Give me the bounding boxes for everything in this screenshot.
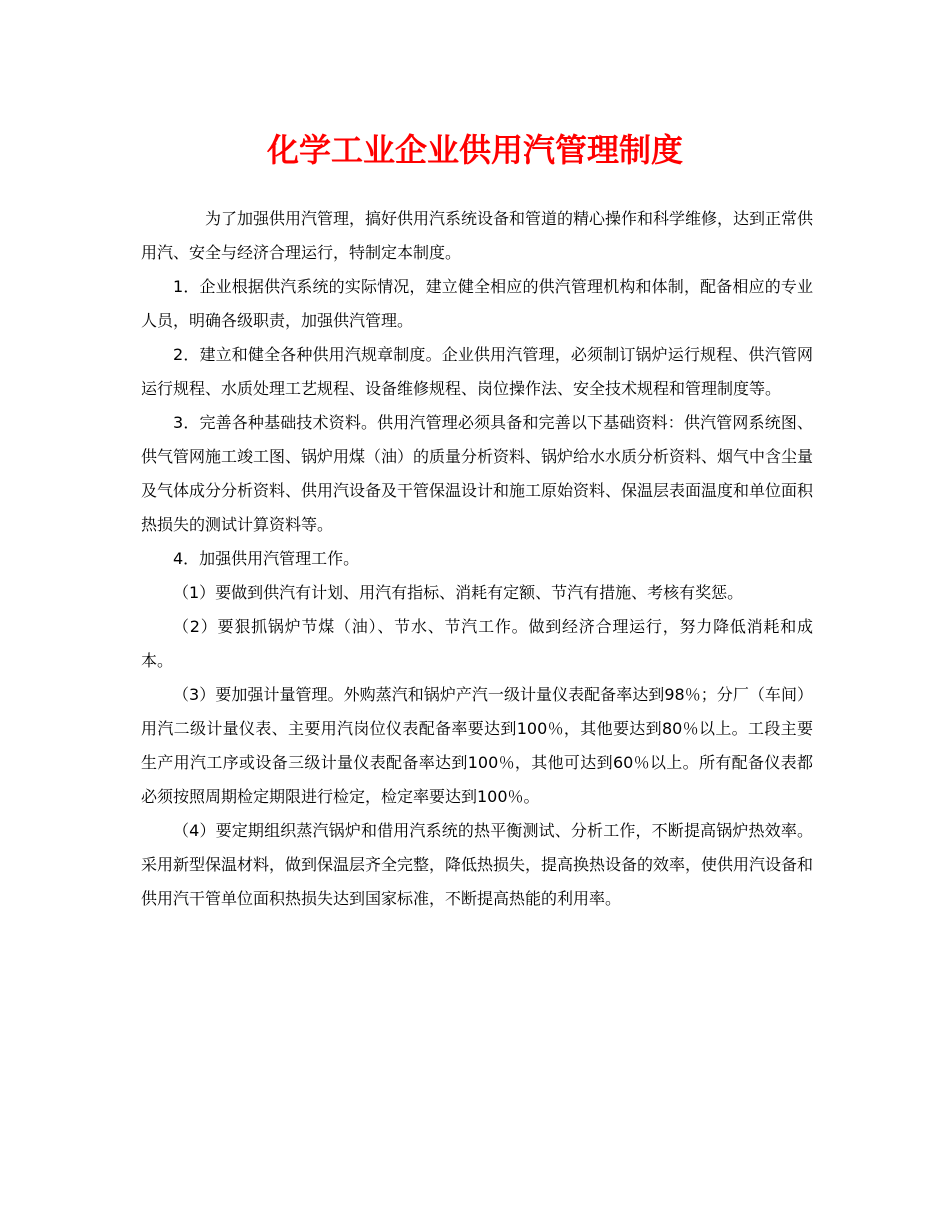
document-title: 化学工业企业供用汽管理制度 <box>266 131 683 169</box>
document-body <box>141 202 813 916</box>
subclause-2-paragraph: （2）要狠抓锅炉节煤（油）、节水、节汽工作。做到经济合理运行，努力降低消耗和成本。 <box>141 617 813 670</box>
subclause-4-paragraph: （4）要定期组织蒸汽锅炉和借用汽系统的热平衡测试、分析工作，不断提高锅炉热效率。采用新型保温材料，做到保温层齐全完整，降低热损失，提高换热设备的效率，使供用汽设备和供用汽干管单位面积热损失达到国家标准，不断提高热能的利用率。 <box>141 821 814 908</box>
clause-2-paragraph: 2．建立和健全各种供用汽规章制度。企业供用汽管理，必须制订锅炉运行规程、供汽管网运行规程、水质处理工艺规程、设备维修规程、岗位操作法、安全技术规程和管理制度等。 <box>141 345 813 398</box>
subclause-3-paragraph: （3）要加强计量管理。外购蒸汽和锅炉产汽一级计量仪表配备率达到98％；分厂（车间）用汽二级计量仪表、主要用汽岗位仪表配备率要达到100％，其他要达到80％以上。工段主要生产用汽工序或设备三级计量仪表配备率达到100％，其他可达到60％以上。所有配备仪表都必须按照周期检定期限进行检定，检定率要达到100％。 <box>141 685 813 806</box>
clause-1-paragraph: 1．企业根据供汽系统的实际情况，建立健全相应的供汽管理机构和体制，配备相应的专业人员，明确各级职责，加强供汽管理。 <box>141 277 813 330</box>
clause-3-paragraph: 3．完善各种基础技术资料。供用汽管理必须具备和完善以下基础资料：供汽管网系统图、供气管网施工竣工图、锅炉用煤（油）的质量分析资料、锅炉给水水质分析资料、烟气中含尘量及气体成分分析资料、供用汽设备及干管保温设计和施工原始资料、保温层表面温度和单位面积热损失的测试计算资料等。 <box>141 413 814 534</box>
subclause-1-paragraph: （1）要做到供汽有计划、用汽有指标、消耗有定额、节汽有措施、考核有奖惩。 <box>173 583 744 602</box>
intro-paragraph: 为了加强供用汽管理，搞好供用汽系统设备和管道的精心操作和科学维修，达到正常供用汽、安全与经济合理运行，特制定本制度。 <box>141 209 814 262</box>
clause-4-paragraph: 4．加强供用汽管理工作。 <box>173 549 360 568</box>
